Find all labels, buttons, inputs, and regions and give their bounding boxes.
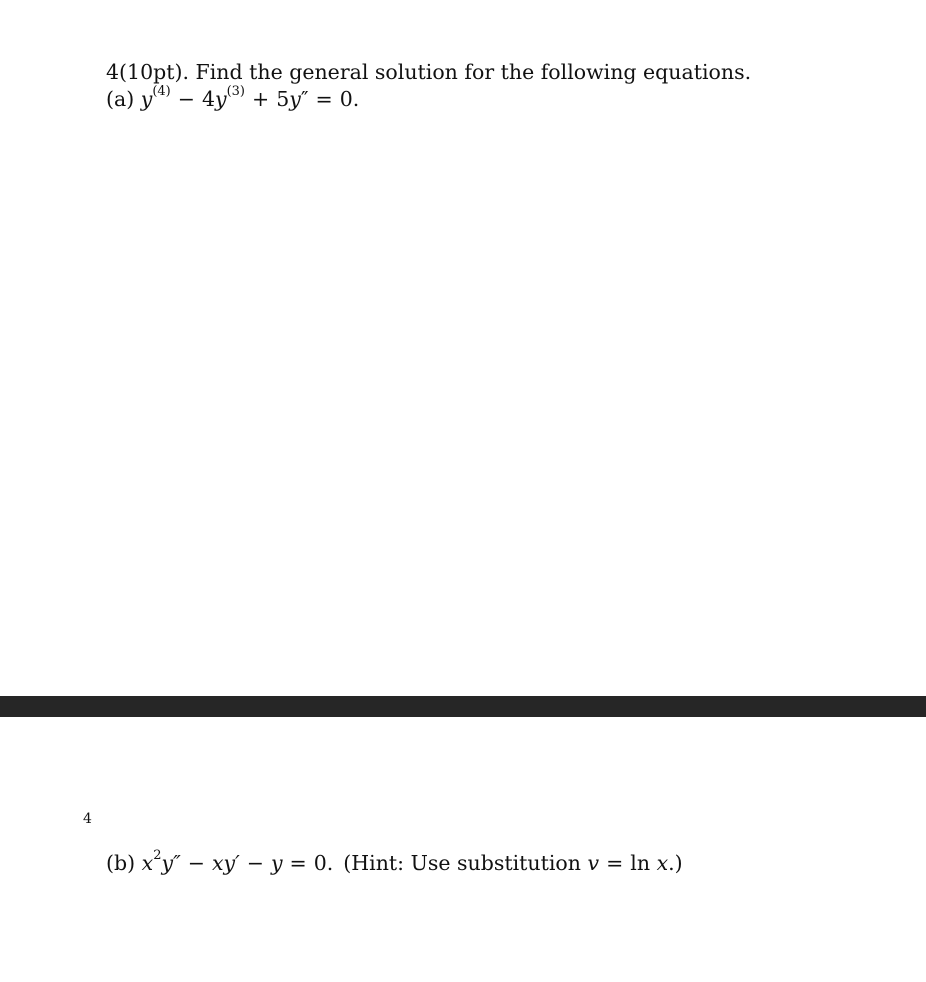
- rhs-zero-b: 0.: [313, 851, 334, 875]
- order-4-sup: (4): [152, 84, 171, 100]
- y-term: y: [140, 87, 153, 111]
- y-term-b: y: [270, 851, 283, 875]
- v-var: v: [587, 851, 600, 875]
- y2-term: y: [289, 87, 301, 111]
- part-a-label: (a): [106, 87, 135, 111]
- square-sup: 2: [153, 848, 162, 864]
- ypp-term: y″: [161, 851, 181, 875]
- minus-op: −: [177, 87, 195, 111]
- y3-term: y: [215, 87, 227, 111]
- minus-op-1: −: [187, 851, 205, 875]
- page-divider: [0, 696, 926, 717]
- part-b-label: (b): [106, 851, 136, 875]
- x-term: x: [141, 851, 154, 875]
- part-a-equation: [106, 84, 360, 111]
- order-3-sup: (3): [226, 84, 246, 100]
- ln-arg: x: [656, 851, 669, 875]
- equals-op-b: =: [289, 851, 307, 875]
- hint-text: (Hint: Use substitution: [343, 851, 581, 875]
- double-prime: ″: [300, 87, 309, 111]
- hint-close: .): [668, 851, 683, 875]
- coef-4: 4: [201, 87, 215, 111]
- equals-op: =: [315, 87, 333, 111]
- problem-heading: 4(10pt). Find the general solution for the following equations.: [106, 60, 752, 84]
- xyp-term: xy′: [211, 851, 240, 875]
- minus-op-2: −: [246, 851, 264, 875]
- part-b-equation: [106, 848, 683, 875]
- plus-op: +: [252, 87, 270, 111]
- page-bottom: [0, 717, 926, 982]
- page-number: 4: [83, 811, 92, 827]
- rhs-zero: 0.: [339, 87, 360, 111]
- equals-op-hint: =: [606, 851, 624, 875]
- coef-5: 5: [276, 87, 290, 111]
- ln-func: ln: [630, 851, 651, 875]
